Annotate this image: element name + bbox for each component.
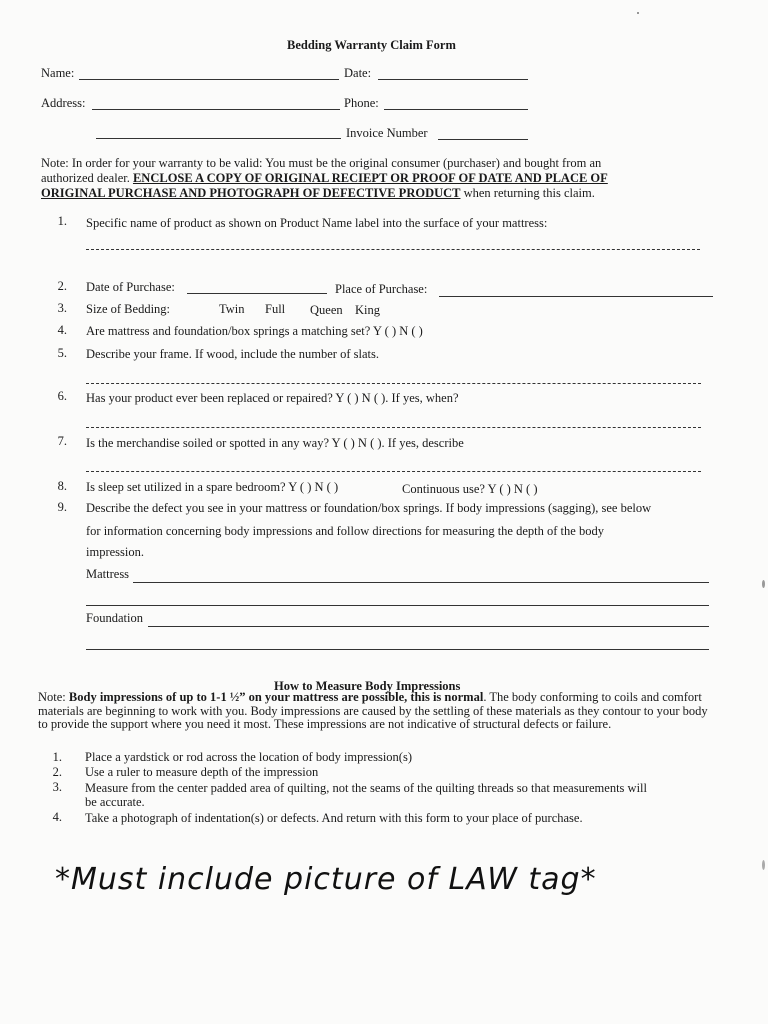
phone-field[interactable] [384,109,528,110]
q7-text: Is the merchandise soiled or spotted in any way? Y ( ) N ( ). If yes, describe [86,436,464,450]
note-line-2-bold: ENCLOSE A COPY OF ORIGINAL RECIEPT OR PROOF OF DATE AND PLACE OF [132,171,608,185]
q2-place-field[interactable] [439,296,713,297]
scan-speck [637,12,639,14]
mattress-label: Mattress [86,567,130,581]
q4-number: 4. [57,323,67,337]
date-label: Date: [344,66,372,80]
q8-number: 8. [57,479,67,493]
note-line-1: Note: In order for your warranty to be valid: You must be the original consumer (purchaser) and bought from an [41,156,602,170]
foundation-field[interactable] [148,626,709,627]
foundation-field-line2[interactable] [86,649,709,650]
step-1-number: 1. [52,750,62,764]
phone-label: Phone: [344,96,379,110]
step-3-number: 3. [52,780,62,794]
q3-label: Size of Bedding: [86,302,171,316]
scan-speck [762,860,765,870]
q8-spare-bedroom-text: Is sleep set utilized in a spare bedroom? Y ( ) N ( ) [86,480,339,494]
date-field[interactable] [378,79,528,80]
q2-date-label: Date of Purchase: [86,280,175,294]
step-4-text: Take a photograph of indentation(s) or defects. And return with this form to your place of purchase. [85,811,583,825]
size-option-twin[interactable]: Twin [219,302,245,316]
q7-number: 7. [57,434,67,448]
q8-continuous-use-text: Continuous use? Y ( ) N ( ) [402,482,538,496]
note-line-3 [41,186,595,201]
q2-number: 2. [57,279,67,293]
name-field[interactable] [79,79,339,80]
form-title: Bedding Warranty Claim Form [287,38,456,52]
q9-line-1: Describe the defect you see in your mattress or foundation/box springs. If body impressions (sagging), see below [86,501,652,515]
step-4-number: 4. [52,810,62,824]
address-label: Address: [41,96,86,110]
invoice-field[interactable] [438,139,528,140]
step-2-text: Use a ruler to measure depth of the impression [85,765,319,779]
mattress-field-line2[interactable] [86,605,709,606]
q5-answer-line[interactable] [86,383,701,384]
step-1-text: Place a yardstick or rod across the location of body impression(s) [85,750,412,764]
q5-number: 5. [57,346,67,360]
q1-number: 1. [57,214,67,228]
q1-text: Specific name of product as shown on Product Name label into the surface of your mattress: [86,216,548,230]
q2-place-label: Place of Purchase: [335,282,428,296]
note-line-2-plain: authorized dealer. [41,171,133,185]
q1-answer-line[interactable] [86,249,700,250]
measure-note-start: Note: [38,690,69,704]
address-field[interactable] [92,109,340,110]
name-label: Name: [41,66,75,80]
q2-date-field[interactable] [187,293,327,294]
note-line-3-bold: ORIGINAL PURCHASE AND PHOTOGRAPH OF DEFECTIVE PRODUCT [41,186,461,200]
measure-heading: How to Measure Body Impressions [274,679,461,693]
step-3-text: Measure from the center padded area of quilting, not the seams of the quilting threads so that measurements will [85,781,647,795]
foundation-label: Foundation [86,611,143,625]
q6-number: 6. [57,389,67,403]
q6-answer-line[interactable] [86,427,701,428]
size-option-queen[interactable]: Queen [310,303,343,317]
address-field-line2[interactable] [96,138,341,139]
q3-number: 3. [57,301,67,315]
size-option-king[interactable]: King [355,303,380,317]
measure-note-rest: . The body conforming to coils and comfort materials are beginning to work with you. Body impressions are caused by the settling of these materials as they contour to your body to provide the support where you need it most. These impressions are not indicative of structural defects or failure. [38,690,708,731]
step-3-continued: be accurate. [85,795,145,809]
measure-note [38,691,714,732]
note-line-3-plain: when returning this claim. [460,186,595,200]
measure-note-bold: Body impressions of up to 1-1 ½” on your mattress are possible, this is normal [68,690,484,704]
size-option-full[interactable]: Full [265,302,286,316]
step-2-number: 2. [52,765,62,779]
invoice-label: Invoice Number [346,126,428,140]
scan-speck [762,580,765,588]
q5-text: Describe your frame. If wood, include the number of slats. [86,347,379,361]
handwritten-note: *Must include picture of LAW tag* [55,862,597,897]
q9-line-3: impression. [86,545,144,559]
q6-text: Has your product ever been replaced or repaired? Y ( ) N ( ). If yes, when? [86,391,459,405]
note-line-2 [41,171,608,186]
q7-answer-line[interactable] [86,471,701,472]
q9-line-2: for information concerning body impressions and follow directions for measuring the depth of the body [86,524,604,538]
mattress-field[interactable] [133,582,709,583]
q4-text: Are mattress and foundation/box springs a matching set? Y ( ) N ( ) [86,324,423,338]
q9-number: 9. [57,500,67,514]
